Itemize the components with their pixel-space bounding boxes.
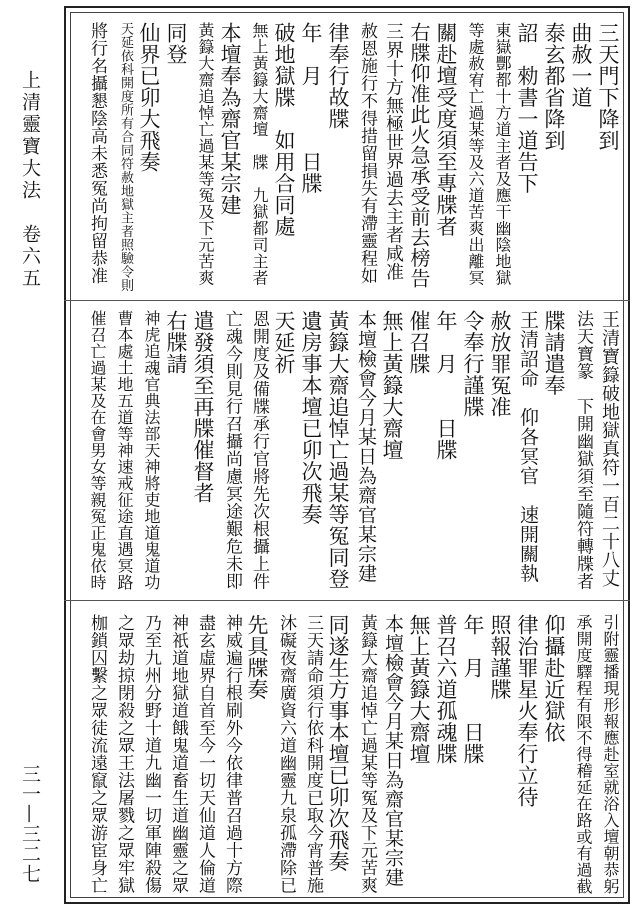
text-column: 承開度驛程有限不得稽延在路或有過截: [574, 614, 593, 895]
page-number-margin: 三一—三二七: [19, 764, 41, 884]
text-column: 仰攝赴近獄依: [542, 614, 566, 743]
text-column: 遺房事本壇已卯次飛奏: [299, 310, 323, 525]
text-column: 詔 勑書一道告下: [515, 22, 539, 194]
text-column: 法天寶篆 下開幽獄須至隨符轉牒者: [573, 310, 593, 590]
text-column: 引附靈播現形報應赴室就浴入壇朝恭躬: [601, 614, 620, 895]
text-column: 乃至九州分野十道九幽一切軍陣殺傷: [141, 614, 161, 894]
text-column: 破地獄牒 如用合同處: [272, 22, 296, 237]
text-column: 沐礙夜齋廣資六道幽靈九泉孤滯除已: [276, 614, 296, 894]
text-column: 無上黃籙大齋壇 牒 九獄都司主者: [250, 22, 269, 286]
text-column: 三天門下降到: [596, 22, 620, 151]
text-column: 曲赦一道: [569, 22, 593, 108]
text-column: 天延依科開度所有合同符赦地獄主者照驗令則: [118, 22, 133, 292]
text-column: 三界十方無極世界過去主者咸准: [383, 22, 404, 281]
text-column: 黃籙大齋追悼亡過某等冤及下元苦爽: [357, 614, 377, 894]
text-panel-3: [72, 614, 624, 898]
text-column: 將行名攝懇陰高未悉冤尚拘留恭准: [87, 22, 107, 285]
text-column: 右牒仰准此火急承受前去榜告: [407, 22, 431, 289]
text-column: 右牒請: [164, 310, 188, 375]
text-column: 黃籙大齋追悼亡過某等冤同登: [326, 310, 350, 590]
text-column: 牒請遣奉: [542, 310, 566, 396]
text-column: 赦恩施行不得措留損失有滯靈程如: [357, 22, 377, 285]
text-column: 王清詔命 仰各冥官 速開關執: [517, 310, 539, 583]
text-panel-2: [72, 310, 624, 594]
text-column: 本壇檢會今月某日為齋官某宗建: [382, 614, 404, 887]
text-column: 照報謹牒: [488, 614, 512, 700]
text-column: 之眾劫掠閉殺之眾王法屠戮之眾牢獄: [114, 614, 134, 894]
text-column: 王清寶籙破地獄真符一百二十八丈: [599, 310, 620, 588]
text-column: 無上黃籙大齋壇: [380, 310, 404, 461]
text-column: 先具牒奏: [245, 614, 269, 700]
text-column: 東嶽酆都十方道主者及應干幽陰地獄: [493, 22, 512, 286]
book-title-margin: 上清靈寶大法 卷六五: [19, 70, 41, 290]
text-column: 黃籙大齋追悼亡過某等冤及下元苦爽: [196, 22, 215, 286]
text-column: 催召亡過某及在會男女等親冤正鬼依時: [88, 310, 107, 591]
text-column: 天延祈: [272, 310, 296, 375]
text-column: 令奉行謹牒: [461, 310, 485, 418]
text-column: 三天請命須行依科開度已取今宵普施: [303, 614, 323, 894]
text-column: 盡玄虛界自首至今一切天仙道人倫道: [195, 614, 215, 894]
text-column: 催召牒: [407, 310, 431, 375]
text-column: 同登: [164, 22, 188, 65]
text-column: 本壇奉為齋官某宗建: [218, 22, 242, 216]
text-column: 枷鎖囚繫之眾徒流遠竄之眾游宦身亡: [87, 614, 107, 894]
text-column: 神祇道地獄道餓鬼道畜生道幽靈之眾: [168, 614, 188, 894]
text-column: 神虎追魂官典法部天神將吏地道鬼道功: [142, 310, 161, 591]
text-column: 關赴壇受度須至專牒者: [434, 22, 458, 237]
text-column: 亡魂今則見行召攝尚慮冥途艱危未即: [222, 310, 242, 590]
text-column: 律治罪星火奉行立待: [515, 614, 539, 808]
text-column: 本壇檢會今月某日為齋官某宗建: [355, 310, 377, 583]
section-divider: [64, 300, 630, 301]
text-column: 等處赦宥亡過某等及六道苦爽出離冥: [466, 22, 485, 286]
text-column: 無上黃籙大齋壇: [407, 614, 431, 765]
text-column: 赦放罪冤准: [488, 310, 512, 418]
text-column: 年 月 日牒: [434, 310, 458, 461]
text-column: 恩開度及備牒承行官將先次根攝上件: [249, 310, 269, 590]
text-column: 年 月 日牒: [461, 614, 485, 765]
text-column: 同遂生方事本壇已卯次飛奏: [326, 614, 350, 872]
text-column: 年 月 日牒: [299, 22, 323, 194]
text-panel-1: [72, 22, 624, 294]
text-column: 律奉行故牒: [326, 22, 350, 130]
text-column: 曹本處土地五道等神速戒征途直遇冥路: [115, 310, 134, 591]
text-column: 遣發須至再牒催督者: [191, 310, 215, 504]
text-column: 普召六道孤魂牒: [434, 614, 458, 765]
text-column: 神威遍行根刷外今依律普召過十方際: [222, 614, 242, 894]
section-divider: [64, 600, 630, 601]
text-column: 仙界已卯大飛奏: [137, 22, 161, 173]
text-column: 泰玄都省降到: [542, 22, 566, 151]
